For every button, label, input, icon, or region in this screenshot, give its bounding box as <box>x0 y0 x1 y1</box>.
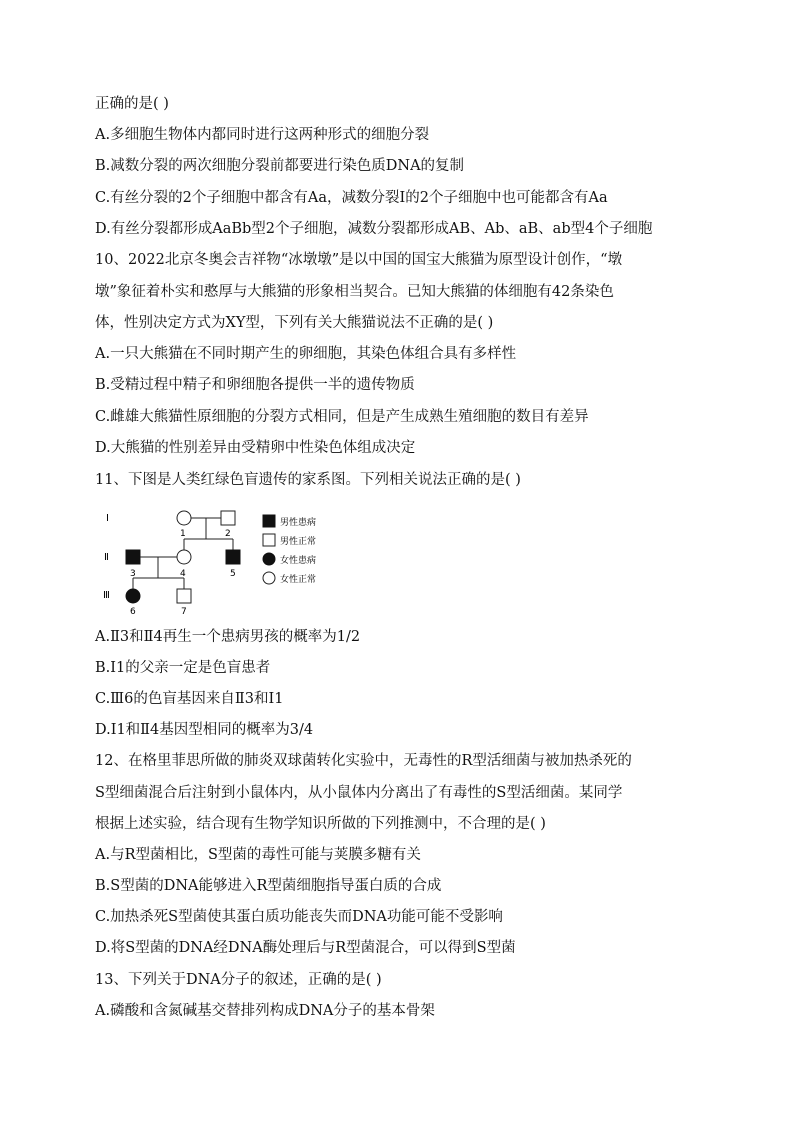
individual-III6 <box>126 589 140 603</box>
pedigree-chart <box>100 505 340 617</box>
question-10-text: 10、2022北京冬奥会吉祥物“冰墩墩”是以中国的国宝大熊猫为原型设计创作，“墩 <box>95 252 623 268</box>
legend-label: 女性正常 <box>280 575 317 585</box>
legend-label: 男性正常 <box>280 537 317 547</box>
question-12-text: 12、在格里菲思所做的肺炎双球菌转化实验中，无毒性的R型活细菌与被加热杀死的 <box>95 753 632 769</box>
text-line: C.Ⅲ6的色盲基因来自Ⅱ3和Ⅰ1 <box>95 691 284 707</box>
text-line: C.有丝分裂的2个子细胞中都含有Aa，减数分裂Ⅰ的2个子细胞中也可能都含有Aa <box>95 190 608 206</box>
individual-I1 <box>177 511 191 525</box>
legend-normal-male-icon <box>263 534 275 546</box>
svg-text:5: 5 <box>230 569 236 579</box>
question-13-text: 13、下列关于DNA分子的叙述，正确的是( ) <box>95 972 382 988</box>
individual-II4 <box>177 550 191 564</box>
svg-text:7: 7 <box>181 607 187 617</box>
text-line: B.受精过程中精子和卵细胞各提供一半的遗传物质 <box>95 377 415 393</box>
individual-III7 <box>177 589 191 603</box>
svg-text:1: 1 <box>180 529 186 539</box>
text-line: A.多细胞生物体内都同时进行这两种形式的细胞分裂 <box>95 127 430 143</box>
text-line: 根据上述实验，结合现有生物学知识所做的下列推测中，不合理的是( ) <box>95 816 546 832</box>
legend-label: 女性患病 <box>280 556 317 566</box>
individual-II5 <box>226 550 240 564</box>
text-line: 体，性别决定方式为XY型，下列有关大熊猫说法不正确的是( ) <box>95 315 494 331</box>
svg-text:6: 6 <box>130 607 136 617</box>
text-line: S型细菌混合后注射到小鼠体内，从小鼠体内分离出了有毒性的S型活细菌。某同学 <box>95 785 623 801</box>
individual-I2 <box>221 511 235 525</box>
text-line: A.一只大熊猫在不同时期产生的卵细胞，其染色体组合具有多样性 <box>95 346 517 362</box>
text-line: A.Ⅱ3和Ⅱ4再生一个患病男孩的概率为1/2 <box>95 629 361 645</box>
text-line: D.有丝分裂都形成AaBb型2个子细胞，减数分裂都形成AB、Ab、aB、ab型4个子细胞 <box>95 221 653 237</box>
individual-II3 <box>126 550 140 564</box>
generation-label-3: Ⅲ <box>103 590 110 601</box>
generation-label-1: Ⅰ <box>106 513 109 524</box>
text-line: A.与R型菌相比，S型菌的毒性可能与荚膜多糖有关 <box>95 847 421 863</box>
legend-affected-female-icon <box>263 553 275 565</box>
svg-text:3: 3 <box>130 569 136 579</box>
question-11-text: 11、下图是人类红绿色盲遗传的家系图。下列相关说法正确的是( ) <box>95 472 521 488</box>
text-line: D.大熊猫的性别差异由受精卵中性染色体组成决定 <box>95 440 416 456</box>
text-line: 正确的是( ) <box>95 96 169 112</box>
legend-normal-female-icon <box>263 572 275 584</box>
text-line: D.Ⅰ1和Ⅱ4基因型相同的概率为3/4 <box>95 722 314 738</box>
text-line: A.磷酸和含氮碱基交替排列构成DNA分子的基本骨架 <box>95 1003 435 1019</box>
text-line: B.Ⅰ1的父亲一定是色盲患者 <box>95 660 271 676</box>
legend-affected-male-icon <box>263 515 275 527</box>
text-line: C.加热杀死S型菌使其蛋白质功能丧失而DNA功能可能不受影响 <box>95 909 503 925</box>
text-line: 墩”象征着朴实和憨厚与大熊猫的形象相当契合。已知大熊猫的体细胞有42条染色 <box>95 284 614 300</box>
text-line: C.雌雄大熊猫性原细胞的分裂方式相同，但是产生成熟生殖细胞的数目有差异 <box>95 409 589 425</box>
text-line: B.S型菌的DNA能够进入R型菌细胞指导蛋白质的合成 <box>95 878 442 894</box>
text-line: B.减数分裂的两次细胞分裂前都要进行染色质DNA的复制 <box>95 158 465 174</box>
generation-label-2: Ⅱ <box>104 552 109 563</box>
text-line: D.将S型菌的DNA经DNA酶处理后与R型菌混合，可以得到S型菌 <box>95 940 516 956</box>
svg-text:4: 4 <box>180 569 186 579</box>
legend-label: 男性患病 <box>280 518 317 528</box>
svg-text:2: 2 <box>225 529 231 539</box>
